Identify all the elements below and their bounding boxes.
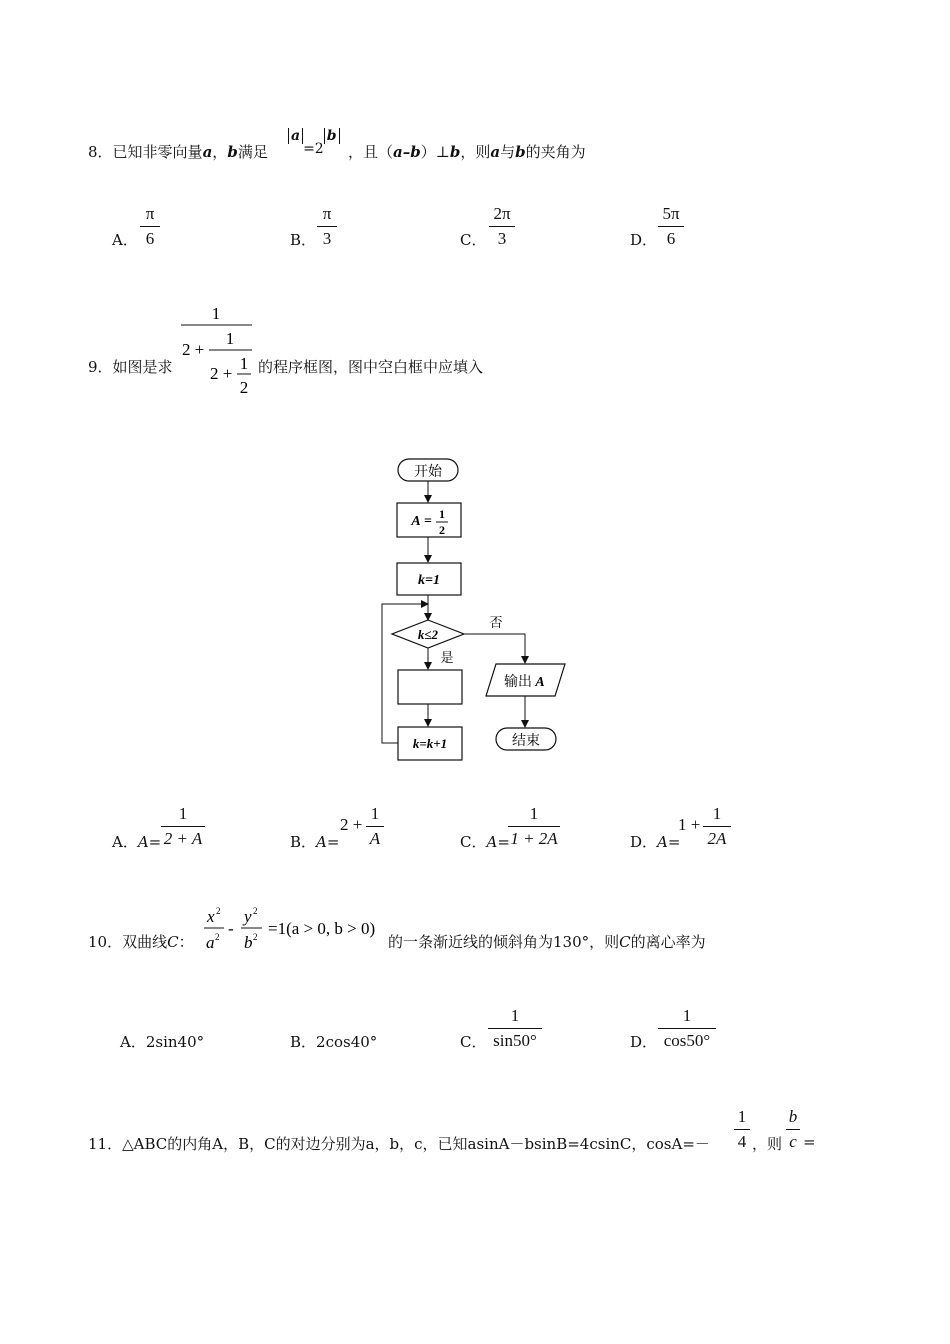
q9-text-2: 的程序框图，图中空白框中应填入 (258, 358, 484, 376)
q9-num-text: 9．如图是求 (88, 358, 173, 376)
q9-option-a-fraction: 1 2 + A (161, 803, 205, 850)
svg-text:开始: 开始 (414, 465, 442, 480)
svg-text:A: A (535, 675, 545, 690)
q9-option-d-prefix: 1 + (678, 815, 701, 834)
q8-option-c-label: C． (460, 231, 487, 249)
q10-option-d-fraction: 1 cos50° (658, 1005, 716, 1052)
svg-text:1: 1 (439, 507, 445, 521)
q8-option-d-fraction: 5π 6 (658, 203, 684, 250)
q8-text: 8．已知非零向量a，b满足 (88, 143, 268, 161)
q8-option-b-fraction: π 3 (317, 203, 337, 250)
q8-text-2: ，且（a–b）⊥b，则a与b的夹角为 (348, 143, 586, 161)
svg-text:2: 2 (253, 932, 258, 942)
svg-text:结束: 结束 (512, 734, 540, 749)
svg-text:=: = (424, 514, 432, 529)
q8-option-a-label: A． (112, 231, 138, 249)
svg-text:2: 2 (216, 906, 221, 916)
flow-blank-box (398, 670, 462, 704)
q10-option-d-label: D． (630, 1033, 658, 1051)
svg-text:y: y (244, 907, 252, 926)
q11-equals: = (803, 1133, 816, 1151)
svg-text:2 +: 2 + (182, 340, 205, 359)
q10-option-b: B．2cos40° (290, 1033, 378, 1051)
q11-cos-fraction: 1 4 (734, 1106, 750, 1153)
q9-option-b-prefix: 2 + (340, 815, 363, 834)
q8-option-a-fraction: π 6 (140, 203, 160, 250)
svg-text:2 +: 2 + (210, 364, 233, 383)
q9-option-a-label: A．A= (112, 833, 162, 851)
svg-text:A: A (411, 514, 421, 529)
q8-option-b-label: B． (290, 231, 317, 249)
svg-text:2: 2 (439, 523, 445, 537)
q9-option-d-fraction: 1 2A (703, 803, 731, 850)
q11-ratio-fraction: b c (786, 1106, 800, 1153)
q9-option-c-label: C．A= (460, 833, 510, 851)
svg-text:1: 1 (239, 354, 249, 373)
svg-text:k≤2: k≤2 (417, 627, 439, 642)
q11-text: 11．△ABC的内角A，B，C的对边分别为a，b，c，已知asinA－bsinB=4csinC，cosA=－ (88, 1135, 710, 1153)
q9-option-d-label: D．A= (630, 833, 681, 851)
q9-option-c-fraction: 1 1 + 2A (508, 803, 560, 850)
svg-text:2: 2 (239, 378, 249, 397)
svg-text:k=1: k=1 (418, 573, 440, 588)
svg-text:1: 1 (225, 329, 235, 348)
svg-text:是: 是 (440, 650, 454, 665)
svg-text:否: 否 (489, 615, 503, 630)
svg-text:=1(a > 0, b > 0): =1(a > 0, b > 0) (268, 919, 376, 938)
q8-norm-equation: a=2b (288, 128, 340, 144)
q10-option-c-label: C． (460, 1033, 487, 1051)
q10-text-2: 的一条渐近线的倾斜角为130°，则C的离心率为 (388, 933, 706, 951)
svg-text:k=k+1: k=k+1 (412, 736, 448, 751)
q10-option-a: A．2sin40° (120, 1033, 205, 1051)
q9-option-b-label: B．A= (290, 833, 340, 851)
flowchart (370, 450, 580, 772)
q8-option-c-fraction: 2π 3 (489, 203, 515, 250)
q10-text: 10．双曲线C： (88, 933, 194, 951)
svg-text:-: - (228, 919, 234, 938)
svg-text:1: 1 (211, 304, 221, 323)
q8-option-d-label: D． (630, 231, 658, 249)
svg-text:x: x (207, 907, 215, 926)
q9-continued-fraction (178, 300, 258, 400)
q9-option-b-fraction: 1 A (366, 803, 384, 850)
flow-loop-line (382, 604, 428, 743)
svg-text:2: 2 (253, 906, 258, 916)
q10-option-c-fraction: 1 sin50° (488, 1005, 542, 1052)
svg-text:输出: 输出 (504, 675, 532, 690)
q10-hyperbola-equation (200, 904, 390, 954)
svg-text:2: 2 (215, 932, 220, 942)
svg-text:b: b (244, 933, 253, 952)
q11-text-2: ，则 (752, 1135, 783, 1153)
svg-text:a: a (206, 933, 215, 952)
